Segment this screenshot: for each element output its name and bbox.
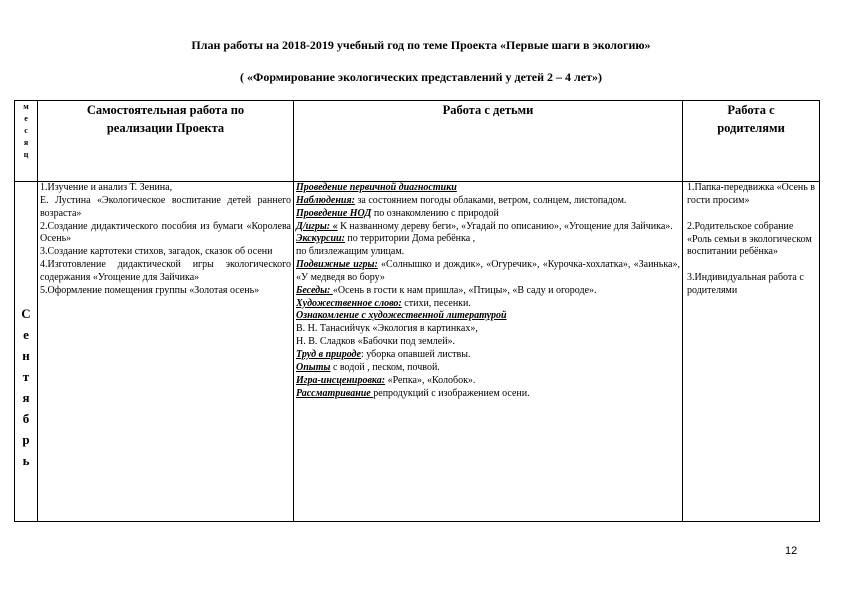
list-item: Наблюдения: за состоянием погоды облаками, ветром, солнцем, листопадом. [296, 194, 627, 206]
list-item: Н. В. Сладков «Бабочки под землей». [296, 336, 456, 348]
page-number: 12 [785, 545, 798, 557]
spacer [687, 208, 817, 221]
list-item: Игра-инсценировка: «Репка», «Колобок». [296, 374, 476, 386]
list-item: 4.Изготовление дидактической игры экологического содержания «Угощение для Зайчика» [40, 259, 291, 283]
parents-work-cell [683, 182, 820, 522]
list-item: Д/игры: « К названному дереву беги», «Угадай по описанию», «Угощение для Зайчика». [296, 220, 673, 232]
list-item: 5.Оформление помещения группы «Золотая осень» [40, 284, 260, 296]
list-item: Ознакомление с художественной литературой [296, 310, 507, 322]
children-work-header: Работа с детьми [294, 101, 683, 182]
month-name-cell [15, 182, 38, 522]
independent-work-header: Самостоятельная работа по реализации Проекта [38, 101, 294, 182]
list-item: 1.Папка-передвижка «Осень в гости просим» [687, 182, 816, 206]
september-row [15, 182, 820, 522]
list-item: Е. Лустина «Экологическое воспитание детей раннего возраста» [40, 194, 291, 219]
list-item: В. Н. Танасийчук «Экология в картинках», [296, 323, 478, 335]
list-item: 3.Индивидуальная работа с родителями [687, 272, 804, 297]
independent-work-cell [38, 182, 294, 522]
header-row [15, 101, 820, 182]
plan-title: План работы на 2018-2019 учебный год по теме Проекта «Первые шаги в экологию» [191, 38, 651, 52]
spacer [687, 259, 817, 272]
list-item: Подвижные игры: «Солнышко и дождик», «Огуречик», «Курочка-хохлатка», «Заинька», «У медведя во бору» [296, 259, 680, 283]
list-item: по близлежащим улицам. [296, 246, 405, 258]
month-header: м е с я ц [15, 101, 38, 182]
list-item: Рассматривание репродукций с изображением осени. [296, 387, 530, 399]
list-item: Проведение НОД по ознакомлению с природой [296, 207, 499, 219]
parents-work-header: Работа с родителями [683, 101, 820, 182]
list-item: 2.Родительское собрание «Роль семьи в экологическом воспитании ребёнка» [687, 220, 812, 258]
list-item: Беседы: «Осень в гости к нам пришла», «Птицы», «В саду и огороде». [296, 284, 597, 296]
plan-table [14, 100, 820, 522]
list-item: Опыты с водой , песком, почвой. [296, 361, 440, 373]
plan-subtitle: ( «Формирование экологических представлений у детей 2 – 4 лет») [240, 70, 602, 84]
list-item: Проведение первичной диагностики [296, 182, 457, 193]
month-name: С е н т я б р ь [21, 305, 31, 468]
children-work-cell [294, 182, 683, 522]
list-item: 3.Создание картотеки стихов, загадок, сказок об осени [40, 246, 273, 258]
list-item: 1.Изучение и анализ Т. Зенина, [40, 182, 173, 193]
list-item: 2.Создание дидактического пособия из бумаги «Королева Осень» [40, 220, 291, 245]
list-item: Экскурсии: по территории Дома ребёнка , [296, 233, 476, 245]
list-item: Художественное слово: стихи, песенки. [296, 297, 471, 309]
list-item: Труд в природе: уборка опавшей листвы. [296, 348, 471, 360]
